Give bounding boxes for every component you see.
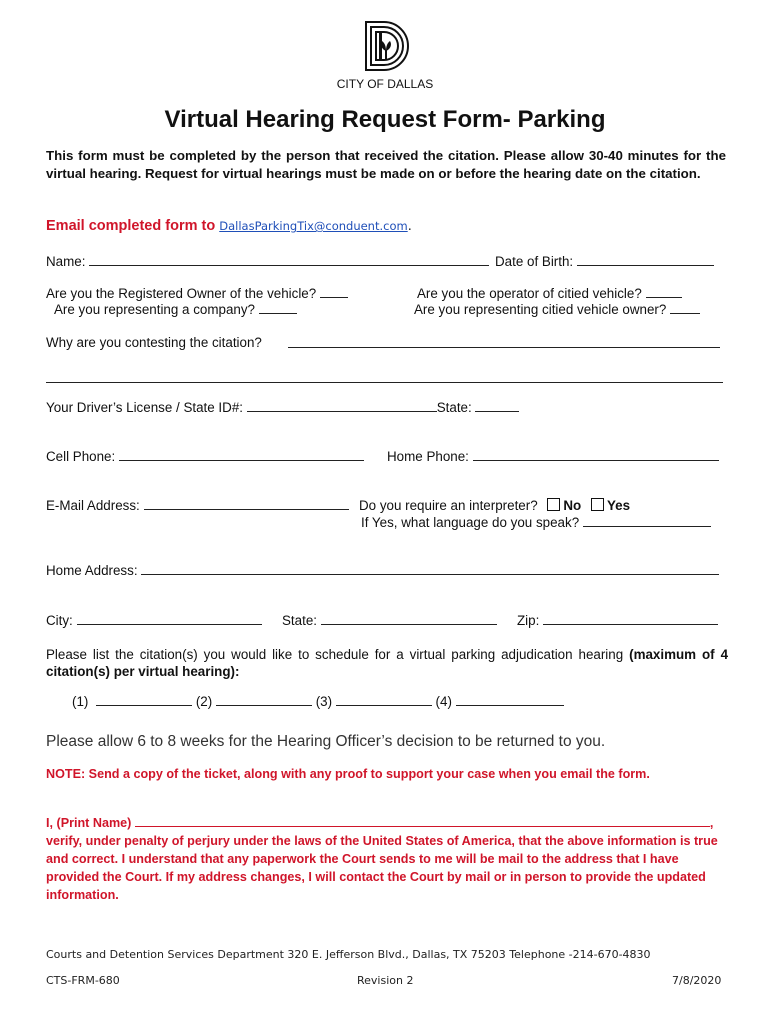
citation-field-3[interactable] [336, 694, 432, 706]
decision-notice: Please allow 6 to 8 weeks for the Hearing Officer’s decision to be returned to you. [46, 733, 606, 750]
operator-label: Are you the operator of citied vehicle? [417, 286, 642, 301]
contesting-label: Why are you contesting the citation? [46, 335, 262, 350]
state-label: State: [282, 613, 317, 628]
home-address-label: Home Address: [46, 563, 138, 578]
cell-row [46, 449, 364, 464]
home-phone-label: Home Phone: [387, 449, 469, 464]
language-field[interactable] [583, 515, 711, 527]
home-phone-field[interactable] [473, 449, 719, 461]
intro-text: This form must be completed by the person that received the citation. Please allow 30-40 minutes for the virtual hearing. Request for virtual hearings must be made on or before the hearing date on the citation. [46, 148, 726, 181]
name-row [46, 254, 489, 269]
name-field[interactable] [89, 254, 489, 266]
print-name-label: I, (Print Name) [46, 816, 132, 830]
license-state-label: State: [436, 400, 472, 415]
owner-rep-row [414, 302, 700, 317]
license-state-field[interactable] [475, 400, 519, 412]
footer-address: Courts and Detention Services Department 320 E. Jefferson Blvd., Dallas, TX 75203 Telephone -214-670-4830 [46, 948, 651, 961]
print-name-field[interactable] [135, 815, 710, 827]
citation-field-4[interactable] [456, 694, 564, 706]
email-prefix: Email completed form to [46, 218, 220, 234]
declaration [46, 814, 728, 904]
license-field[interactable] [247, 400, 437, 412]
license-label: Your Driver’s License / State ID#: [46, 400, 243, 415]
cell-label: Cell Phone: [46, 449, 116, 464]
cell-field[interactable] [119, 449, 364, 461]
contesting-row [46, 335, 262, 350]
city-of-dallas-logo [358, 18, 416, 74]
email-row [46, 498, 349, 513]
operator-field[interactable] [646, 286, 682, 298]
contesting-field-line-2[interactable] [46, 371, 723, 383]
citations-intro-bold: (maximum of 4 citation(s) per virtual hearing): [46, 647, 729, 679]
email-link[interactable]: DallasParkingTix@conduent.com [219, 219, 408, 233]
city-name: CITY OF DALLAS [336, 77, 434, 91]
representing-company-field[interactable] [259, 302, 297, 314]
print-name-comma: , [709, 816, 714, 830]
contesting-field[interactable] [288, 336, 720, 348]
revision: Revision 2 [357, 974, 414, 987]
interpreter-yes-label: Yes [606, 498, 631, 513]
license-row [46, 400, 519, 415]
registered-owner-field[interactable] [320, 286, 348, 298]
citation-label-1: (1) [72, 694, 89, 709]
city-field[interactable] [77, 613, 262, 625]
interpreter-yes-checkbox[interactable] [591, 498, 604, 511]
owner-row [46, 286, 348, 301]
interpreter-no-label: No [563, 498, 582, 513]
page-title: Virtual Hearing Request Form- Parking [164, 106, 606, 133]
language-label: If Yes, what language do you speak? [361, 515, 580, 530]
revision-date: 7/8/2020 [672, 974, 722, 987]
home-phone-row [387, 449, 719, 464]
email-label: E-Mail Address: [46, 498, 140, 513]
interpreter-no-checkbox[interactable] [547, 498, 560, 511]
dob-field[interactable] [577, 254, 714, 266]
citation-field-2[interactable] [216, 694, 312, 706]
citations-intro: Please list the citation(s) you would like to schedule for a virtual parking adjudication hearing [46, 647, 630, 662]
state-row [282, 613, 497, 628]
city-row [46, 613, 262, 628]
citation-label-2: (2) [195, 694, 213, 709]
dob-label: Date of Birth: [495, 254, 574, 269]
citation-label-3: (3) [315, 694, 333, 709]
zip-label: Zip: [517, 613, 540, 628]
citations-instruction [46, 646, 728, 680]
print-name-row [46, 814, 728, 832]
citation-label-4: (4) [435, 694, 452, 709]
citation-field-1[interactable] [96, 694, 192, 706]
note-text: NOTE: Send a copy of the ticket, along with any proof to support your case when you email the form. [46, 767, 650, 781]
email-instruction [46, 218, 412, 234]
representing-owner-label: Are you representing citied vehicle owner? [414, 302, 667, 317]
form-number: CTS-FRM-680 [46, 974, 120, 987]
state-field[interactable] [321, 613, 497, 625]
declaration-text: verify, under penalty of perjury under the laws of the United States of America, that the above information is true and correct. I understand that any paperwork the Court sends to me will be mail to the address that I have provided the Court. If my address changes, I will contact the Court by mail or in person to provide the updated information. [46, 834, 718, 902]
representing-owner-field[interactable] [670, 302, 700, 314]
interpreter-row [359, 498, 630, 513]
zip-row [517, 613, 718, 628]
language-row [361, 515, 711, 530]
citation-list [72, 694, 564, 709]
name-label: Name: [46, 254, 86, 269]
interpreter-label: Do you require an interpreter? [359, 498, 538, 513]
email-field[interactable] [144, 498, 349, 510]
registered-owner-label: Are you the Registered Owner of the vehicle? [46, 286, 317, 301]
zip-field[interactable] [543, 613, 718, 625]
dob-row [495, 254, 714, 269]
operator-row [417, 286, 682, 301]
email-suffix: . [407, 218, 412, 234]
company-row [54, 302, 297, 317]
representing-company-label: Are you representing a company? [54, 302, 255, 317]
city-label: City: [46, 613, 73, 628]
home-address-row [46, 563, 719, 578]
home-address-field[interactable] [141, 563, 719, 575]
